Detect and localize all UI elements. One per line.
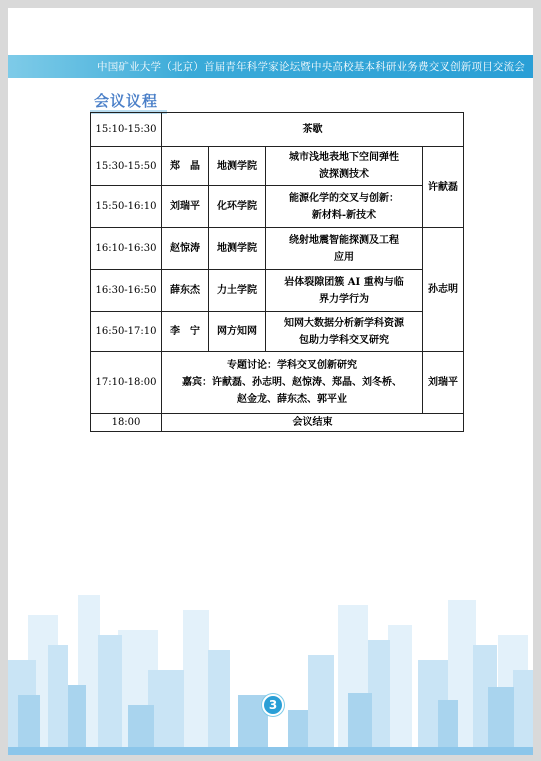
speaker-dept: 力土学院 bbox=[209, 270, 266, 312]
speaker-dept: 化环学院 bbox=[209, 186, 266, 228]
speaker-dept: 地测学院 bbox=[209, 228, 266, 270]
topic-line: 新材料-新技术 bbox=[311, 209, 377, 221]
host-cell: 孙志明 bbox=[423, 228, 464, 352]
topic-line: 应用 bbox=[334, 251, 354, 263]
panel-guests: 嘉宾：许献磊、孙志明、赵惊涛、郑晶、刘冬桥、 bbox=[182, 377, 402, 388]
topic-line: 包助力学科交叉研究 bbox=[299, 334, 389, 346]
table-row bbox=[91, 113, 464, 147]
city-skyline-illustration bbox=[8, 575, 533, 755]
topic-line: 绕射地震智能探测及工程 bbox=[289, 234, 399, 246]
section-title: 会议议程 bbox=[94, 92, 159, 110]
talk-topic bbox=[266, 228, 423, 270]
closing-cell: 会议结束 bbox=[162, 414, 464, 432]
table-row bbox=[91, 414, 464, 432]
speaker-name: 薛东杰 bbox=[162, 270, 209, 312]
table-row bbox=[91, 312, 464, 352]
panel-guests-cont: 赵金龙、薛东杰、郭平业 bbox=[237, 394, 347, 405]
table-row bbox=[91, 352, 464, 414]
header-banner bbox=[8, 55, 533, 78]
talk-topic bbox=[266, 312, 423, 352]
page-number: 3 bbox=[262, 694, 284, 716]
table-row bbox=[91, 147, 464, 186]
speaker-name: 郑 晶 bbox=[162, 147, 209, 186]
talk-topic bbox=[266, 147, 423, 186]
document-page bbox=[8, 8, 533, 755]
topic-line: 界力学行为 bbox=[319, 293, 369, 305]
time-cell: 16:30-16:50 bbox=[91, 270, 162, 312]
topic-line: 知网大数据分析新学科资源 bbox=[284, 317, 404, 329]
talk-topic bbox=[266, 270, 423, 312]
topic-line: 岩体裂隙团簇 AI 重构与临 bbox=[284, 276, 404, 288]
speaker-dept: 地测学院 bbox=[209, 147, 266, 186]
speaker-name: 刘瑞平 bbox=[162, 186, 209, 228]
time-cell: 15:10-15:30 bbox=[91, 113, 162, 147]
speaker-dept: 网方知网 bbox=[209, 312, 266, 352]
panel-topic: 专题讨论：学科交叉创新研究 bbox=[227, 360, 357, 371]
time-cell: 17:10-18:00 bbox=[91, 352, 162, 414]
table-row bbox=[91, 270, 464, 312]
time-cell: 16:10-16:30 bbox=[91, 228, 162, 270]
host-cell: 许献磊 bbox=[423, 147, 464, 228]
panel-discussion-cell bbox=[162, 352, 423, 414]
break-cell: 茶歇 bbox=[162, 113, 464, 147]
time-cell: 15:50-16:10 bbox=[91, 186, 162, 228]
topic-line: 能源化学的交叉与创新： bbox=[289, 192, 399, 204]
time-cell: 15:30-15:50 bbox=[91, 147, 162, 186]
time-cell: 16:50-17:10 bbox=[91, 312, 162, 352]
speaker-name: 赵惊涛 bbox=[162, 228, 209, 270]
time-cell: 18:00 bbox=[91, 414, 162, 432]
table-row bbox=[91, 186, 464, 228]
header-banner-text: 中国矿业大学（北京）首届青年科学家论坛暨中央高校基本科研业务费交叉创新项目交流会 bbox=[97, 61, 525, 73]
speaker-name: 李 宁 bbox=[162, 312, 209, 352]
topic-line: 城市浅地表地下空间弹性 bbox=[289, 152, 399, 163]
talk-topic bbox=[266, 186, 423, 228]
topic-line: 波探测技术 bbox=[319, 169, 369, 180]
agenda-table bbox=[90, 112, 464, 432]
host-cell: 刘瑞平 bbox=[423, 352, 464, 414]
table-row bbox=[91, 228, 464, 270]
